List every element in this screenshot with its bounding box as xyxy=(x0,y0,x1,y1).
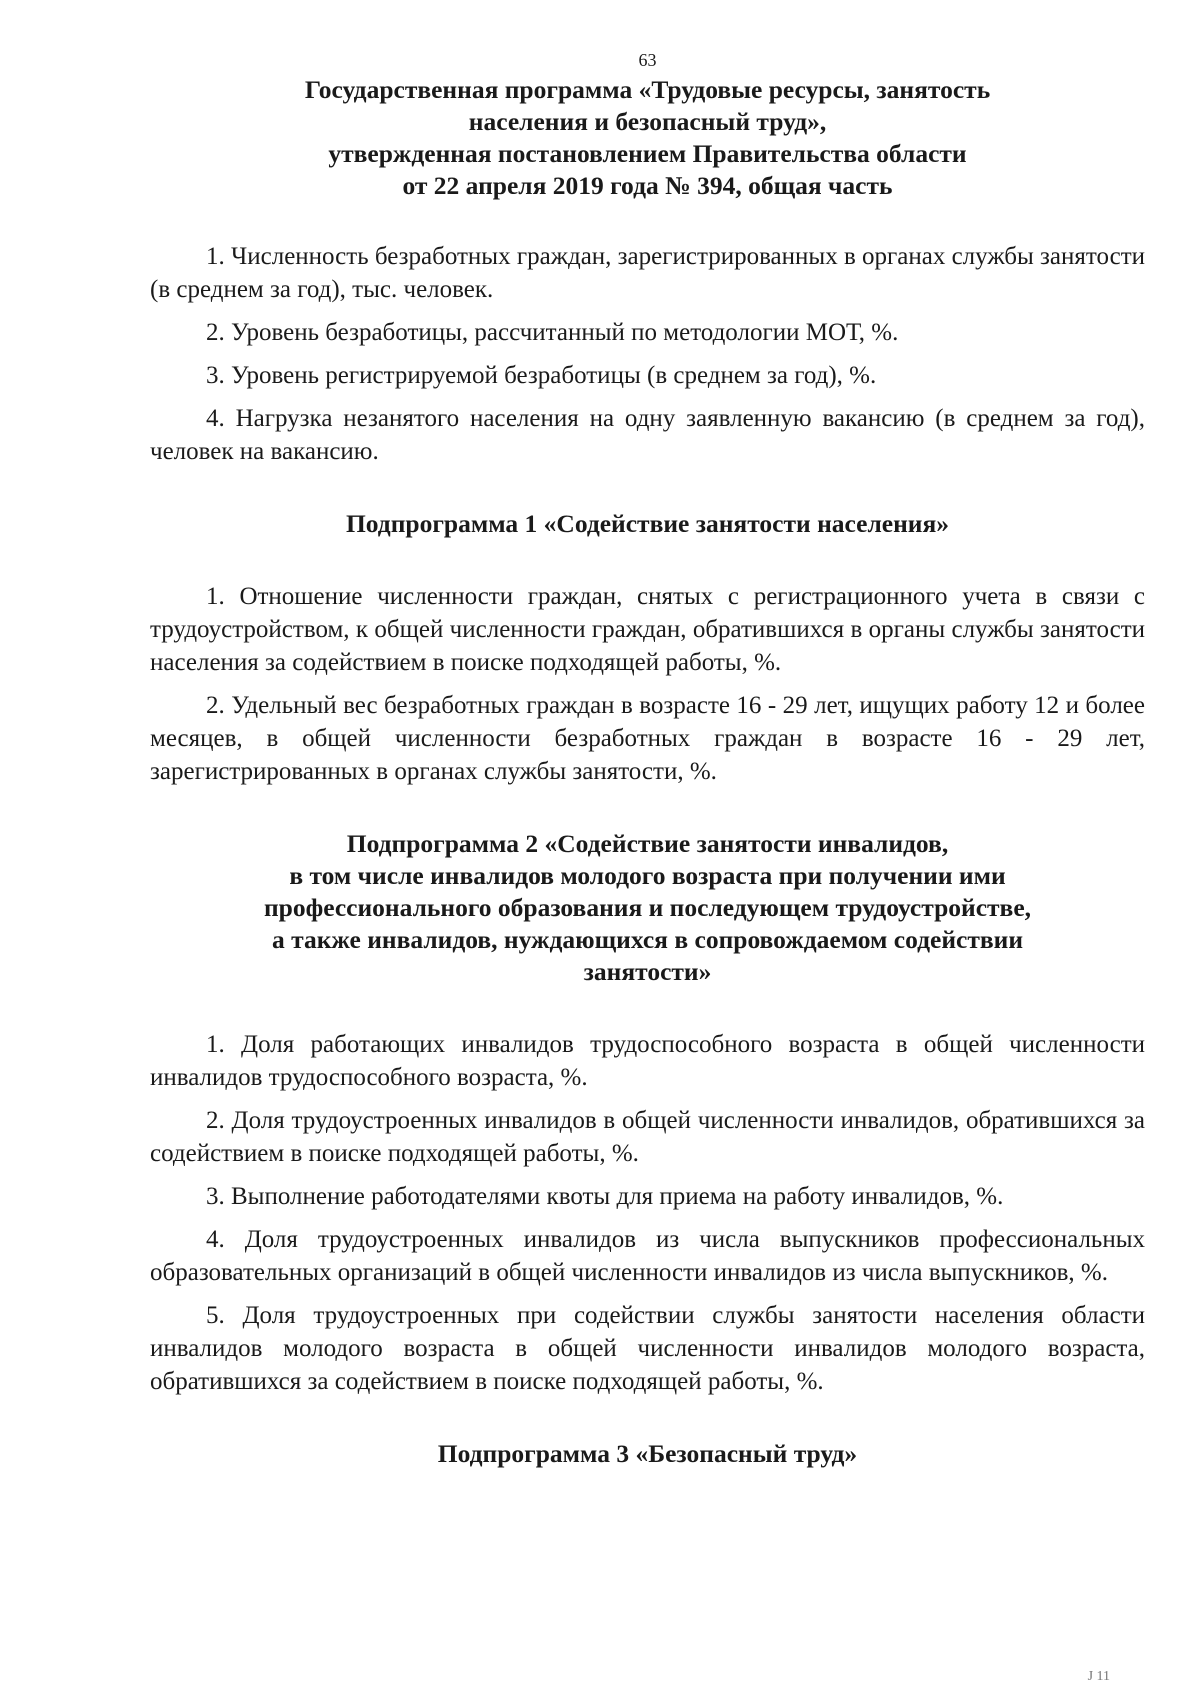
indicator-item: 3. Уровень регистрируемой безработицы (в среднем за год), %. xyxy=(206,362,877,389)
subprogram-3-title xyxy=(150,1438,1145,1470)
spacer xyxy=(150,1408,1145,1438)
general-indicators-list xyxy=(150,240,1145,468)
corner-mark: J 11 xyxy=(1087,1669,1110,1684)
section-title-line: Подпрограмма 1 «Содействие занятости населения» xyxy=(345,509,950,538)
subprogram-1-title xyxy=(150,508,1145,540)
indicator-item: 1. Численность безработных граждан, зарегистрированных в органах службы занятости (в среднем за год), тыс. человек. xyxy=(150,243,1146,303)
indicator-item: 1. Доля работающих инвалидов трудоспособного возраста в общей численности инвалидов трудоспособного возраста, %. xyxy=(150,1031,1145,1091)
document-title-line: от 22 апреля 2019 года № 394, общая часть xyxy=(402,171,893,200)
spacer xyxy=(150,988,1145,1028)
subprogram-1-indicators-list xyxy=(150,580,1145,788)
spacer xyxy=(150,202,1145,240)
section-title-line: занятости» xyxy=(583,957,712,986)
document-title-line: населения и безопасный труд», xyxy=(468,107,827,136)
indicator-item: 2. Доля трудоустроенных инвалидов в общей численности инвалидов, обратившихся за содействием в поиске подходящей работы, %. xyxy=(150,1107,1145,1167)
document-title-line: Государственная программа «Трудовые ресурсы, занятость xyxy=(304,75,991,104)
spacer xyxy=(150,798,1145,828)
indicator-item: 1. Отношение численности граждан, снятых с регистрационного учета в связи с трудоустройством, к общей численности граждан, обратившихся в органы службы занятости населения за содействием в поиске подходящей работы, %. xyxy=(150,583,1145,676)
document-title-line: утвержденная постановлением Правительства области xyxy=(328,139,967,168)
subprogram-2-indicators-list xyxy=(150,1028,1145,1398)
section-title-line: в том числе инвалидов молодого возраста при получении ими xyxy=(289,861,1006,890)
document-page xyxy=(150,50,1145,1470)
section-title-line: а также инвалидов, нуждающихся в сопровождаемом содействии xyxy=(271,925,1024,954)
indicator-item: 2. Удельный вес безработных граждан в возрасте 16 - 29 лет, ищущих работу 12 и более месяцев, в общей численности безработных граждан в возрасте 16 - 29 лет, зарегистрированных в органах службы занятости, %. xyxy=(150,692,1145,785)
document-title xyxy=(150,74,1145,202)
indicator-item: 5. Доля трудоустроенных при содействии службы занятости населения области инвалидов молодого возраста в общей численности инвалидов молодого возраста, обратившихся за содействием в поиске подходящей работы, %. xyxy=(150,1302,1145,1395)
indicator-item: 2. Уровень безработицы, рассчитанный по методологии МОТ, %. xyxy=(206,319,899,346)
section-title-line: профессионального образования и последующем трудоустройстве, xyxy=(263,893,1032,922)
section-title-line: Подпрограмма 3 «Безопасный труд» xyxy=(437,1439,858,1468)
indicator-item: 4. Нагрузка незанятого населения на одну заявленную вакансию (в среднем за год), человек на вакансию. xyxy=(150,405,1145,465)
spacer xyxy=(150,540,1145,580)
page-number: 63 xyxy=(638,50,657,70)
section-title-line: Подпрограмма 2 «Содействие занятости инвалидов, xyxy=(346,829,949,858)
subprogram-2-title xyxy=(150,828,1145,988)
indicator-item: 4. Доля трудоустроенных инвалидов из числа выпускников профессиональных образовательных организаций в общей численности инвалидов из числа выпускников, %. xyxy=(150,1226,1145,1286)
spacer xyxy=(150,478,1145,508)
indicator-item: 3. Выполнение работодателями квоты для приема на работу инвалидов, %. xyxy=(206,1183,1004,1210)
